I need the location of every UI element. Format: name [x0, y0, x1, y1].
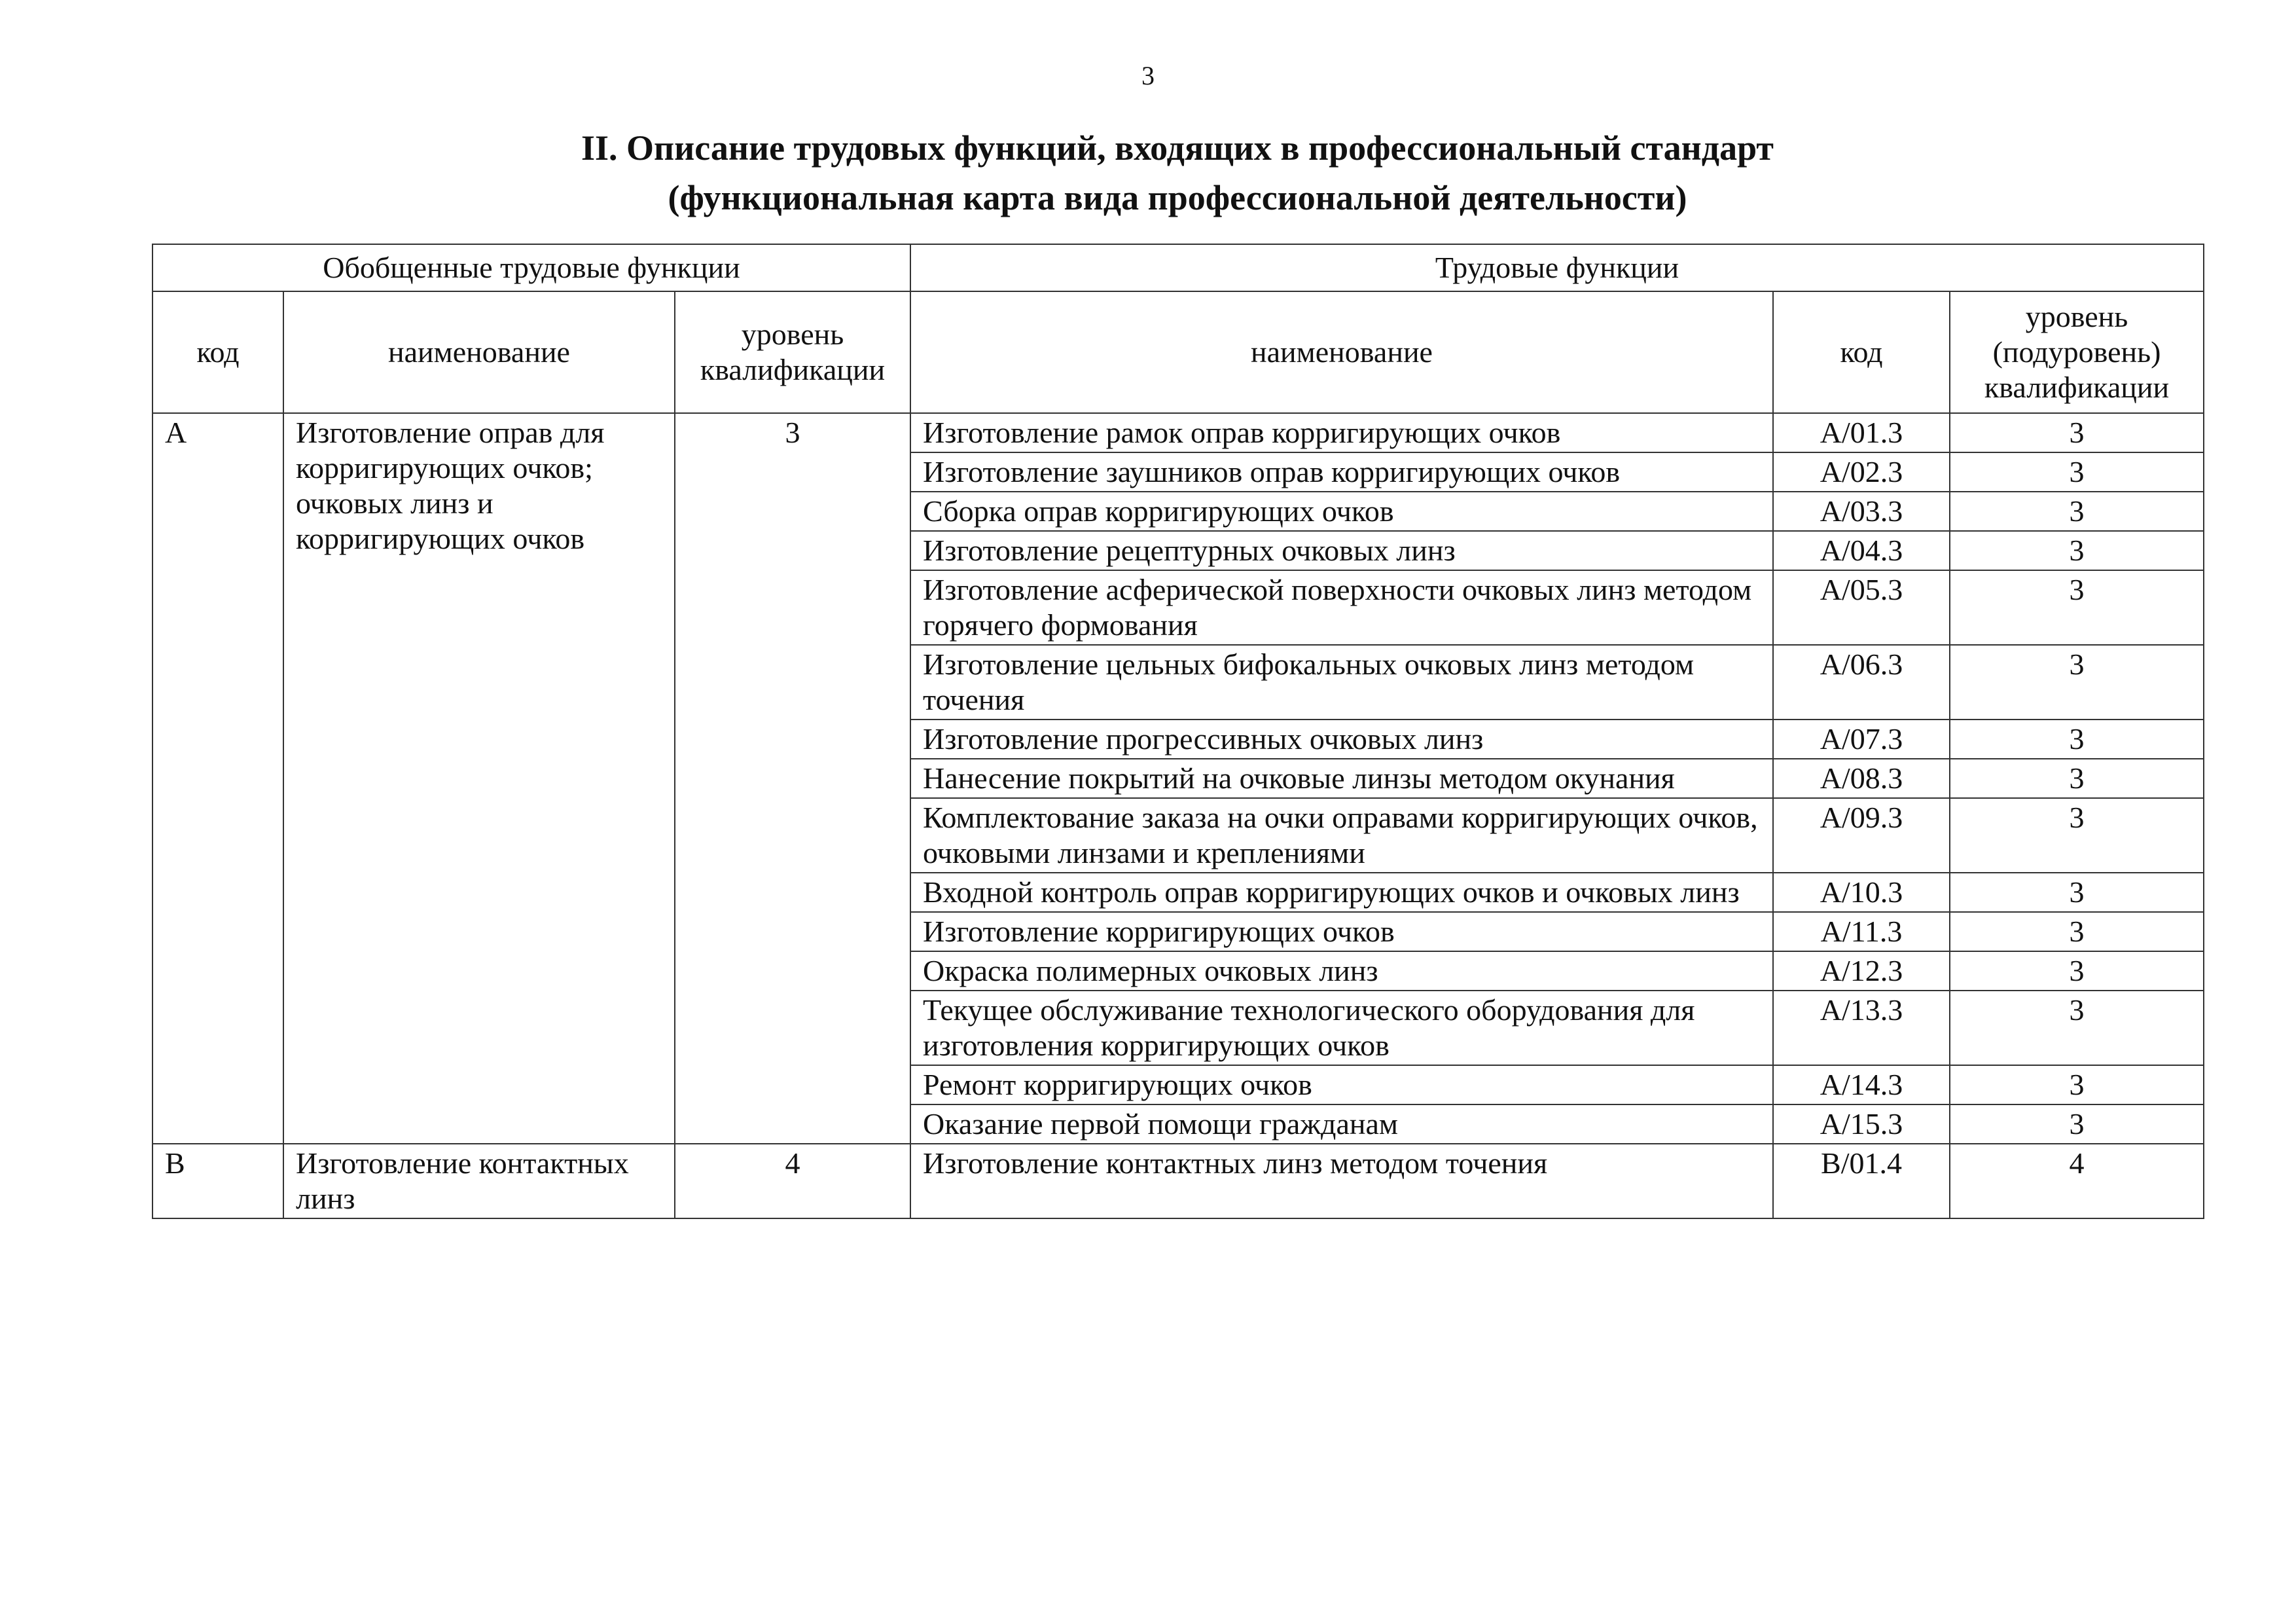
page-title — [0, 123, 2296, 223]
header-code: код — [152, 291, 283, 413]
function-name: Оказание первой помощи гражданам — [910, 1104, 1773, 1144]
function-code: А/07.3 — [1773, 720, 1950, 759]
table-row — [152, 413, 2204, 452]
function-level: 3 — [1950, 452, 2204, 492]
function-code: В/01.4 — [1773, 1144, 1950, 1218]
function-code: А/10.3 — [1773, 873, 1950, 912]
function-level: 3 — [1950, 1065, 2204, 1104]
function-level: 3 — [1950, 413, 2204, 452]
function-level: 3 — [1950, 991, 2204, 1065]
function-level: 3 — [1950, 951, 2204, 991]
function-level: 3 — [1950, 645, 2204, 720]
function-level: 3 — [1950, 531, 2204, 570]
function-level: 3 — [1950, 759, 2204, 798]
header-labor-functions: Трудовые функции — [910, 244, 2204, 291]
functional-map-table — [152, 244, 2204, 1219]
function-code: А/01.3 — [1773, 413, 1950, 452]
function-code: А/13.3 — [1773, 991, 1950, 1065]
header-generalized-functions: Обобщенные трудовые функции — [152, 244, 910, 291]
group-name: Изготовление оправ для корригирующих очков; очковых линз и корригирующих очков — [283, 413, 675, 1144]
function-name: Изготовление прогрессивных очковых линз — [910, 720, 1773, 759]
function-name: Изготовление контактных линз методом точения — [910, 1144, 1773, 1218]
function-code: А/05.3 — [1773, 570, 1950, 645]
group-code: В — [152, 1144, 283, 1218]
function-code: А/03.3 — [1773, 492, 1950, 531]
title-line-2: (функциональная карта вида профессиональной деятельности) — [668, 178, 1687, 217]
table-body — [152, 413, 2204, 1218]
function-code: А/06.3 — [1773, 645, 1950, 720]
function-code: А/08.3 — [1773, 759, 1950, 798]
header-level: уровень квалификации — [675, 291, 910, 413]
function-name: Изготовление цельных бифокальных очковых линз методом точения — [910, 645, 1773, 720]
function-code: А/11.3 — [1773, 912, 1950, 951]
function-name: Нанесение покрытий на очковые линзы методом окунания — [910, 759, 1773, 798]
function-level: 3 — [1950, 1104, 2204, 1144]
function-name: Входной контроль оправ корригирующих очков и очковых линз — [910, 873, 1773, 912]
function-name: Окраска полимерных очковых линз — [910, 951, 1773, 991]
header-tf-level: уровень (подуровень) квалификации — [1950, 291, 2204, 413]
group-level: 4 — [675, 1144, 910, 1218]
function-name: Ремонт корригирующих очков — [910, 1065, 1773, 1104]
header-name: наименование — [283, 291, 675, 413]
function-level: 3 — [1950, 570, 2204, 645]
group-level: 3 — [675, 413, 910, 1144]
function-name: Изготовление заушников оправ корригирующих очков — [910, 452, 1773, 492]
function-name: Изготовление рамок оправ корригирующих очков — [910, 413, 1773, 452]
function-code: А/09.3 — [1773, 798, 1950, 873]
header-tf-code: код — [1773, 291, 1950, 413]
function-level: 3 — [1950, 912, 2204, 951]
function-code: А/04.3 — [1773, 531, 1950, 570]
group-name: Изготовление контактных линз — [283, 1144, 675, 1218]
function-level: 3 — [1950, 798, 2204, 873]
table-row — [152, 1144, 2204, 1218]
title-line-1: II. Описание трудовых функций, входящих в профессиональный стандарт — [581, 128, 1774, 168]
function-name: Изготовление рецептурных очковых линз — [910, 531, 1773, 570]
function-code: А/15.3 — [1773, 1104, 1950, 1144]
header-tf-name: наименование — [910, 291, 1773, 413]
function-name: Текущее обслуживание технологического оборудования для изготовления корригирующих очков — [910, 991, 1773, 1065]
function-level: 3 — [1950, 720, 2204, 759]
function-code: А/02.3 — [1773, 452, 1950, 492]
function-level: 3 — [1950, 492, 2204, 531]
function-name: Сборка оправ корригирующих очков — [910, 492, 1773, 531]
function-name: Изготовление корригирующих очков — [910, 912, 1773, 951]
function-code: А/14.3 — [1773, 1065, 1950, 1104]
group-code: А — [152, 413, 283, 1144]
function-name: Изготовление асферической поверхности очковых линз методом горячего формования — [910, 570, 1773, 645]
function-level: 3 — [1950, 873, 2204, 912]
page-number: 3 — [1141, 61, 1155, 90]
function-level: 4 — [1950, 1144, 2204, 1218]
function-name: Комплектование заказа на очки оправами корригирующих очков, очковыми линзами и креплениями — [910, 798, 1773, 873]
function-code: А/12.3 — [1773, 951, 1950, 991]
